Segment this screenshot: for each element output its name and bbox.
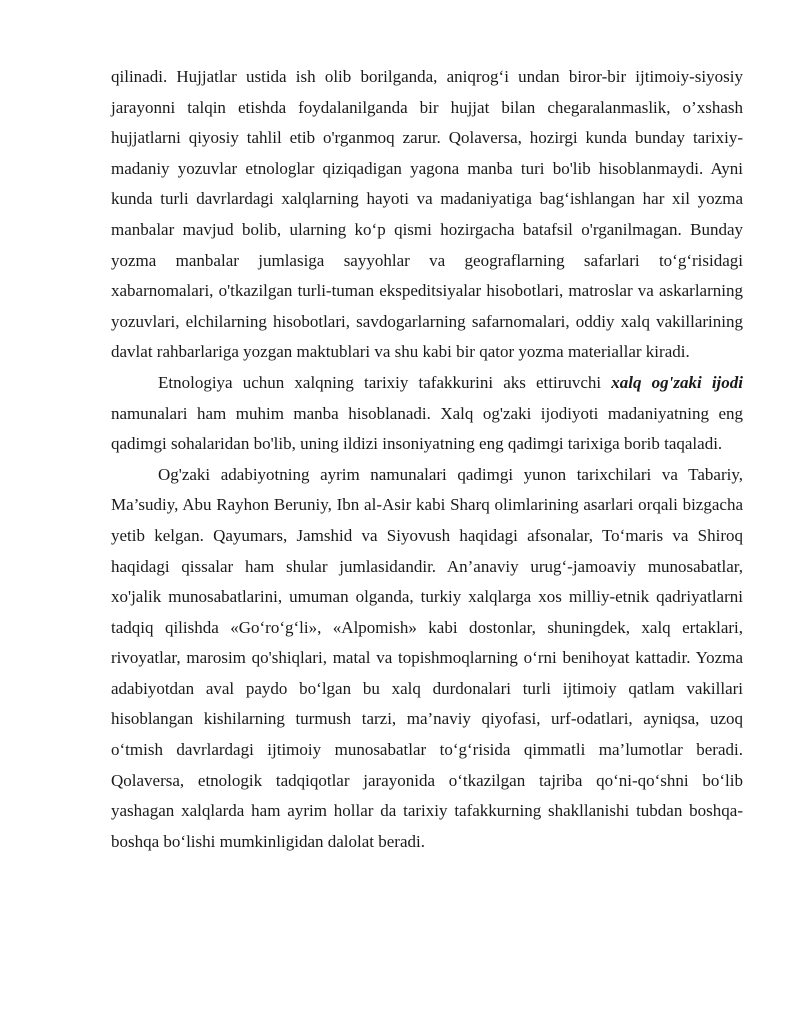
document-page bbox=[111, 62, 743, 857]
paragraph-continuation: qilinadi. Hujjatlar ustida ish olib borilganda, aniqrog‘i undan biror-bir ijtimoiy-siyosiy jarayonni talqin etishda foydalanilganda bir hujjat bilan chegaralanmaslik, o’xshash hujjatlarni qiyosiy tahlil etib o'rganmoq zarur. Qolaversa, hozirgi kunda bunday tarixiy-madaniy yozuvlar etnologlar qiziqadigan yagona manba turi bo'lib hisoblanmaydi. Ayni kunda turli davrlardagi xalqlarning hayoti va madaniyatiga bag‘ishlangan har xil yozma manbalar mavjud bolib, ularning ko‘p qismi hozirgacha batafsil o'rganilmagan. Bunday yozma manbalar jumlasiga sayyohlar va geograflarning safarlari to‘g‘risidagi xabarnomalari, o'tkazilgan turli-tuman ekspeditsiyalar hisobotlari, matroslar va askarlarning yozuvlari, elchilarning hisobotlari, savdogarlarning safarnomalari, oddiy xalq vakillarining davlat rahbarlariga yozgan maktublari va shu kabi bir qator yozma materiallar kiradi. bbox=[111, 67, 743, 362]
paragraph-text-after: namunalari ham muhim manba hisoblanadi. Xalq og'zaki ijodiyoti madaniyatning eng qadimgi sohalaridan bo'lib, uning ildizi insoniyatning eng qadimgi tarixiga borib taqaladi. bbox=[111, 403, 743, 454]
paragraph-oral-folklore bbox=[111, 368, 743, 460]
emphasized-term: xalq og'zaki ijodi bbox=[611, 372, 743, 392]
paragraph-text-before: Etnologiya uchun xalqning tarixiy tafakkurini aks ettiruvchi bbox=[158, 372, 612, 392]
paragraph-oral-literature: Og'zaki adabiyotning ayrim namunalari qadimgi yunon tarixchilari va Tabariy, Ma’sudiy, Abu Rayhon Beruniy, Ibn al-Asir kabi Sharq olimlarining asarlari orqali bizgacha yetib kelgan. Qayumars, Jamshid va Siyovush haqidagi afsonalar, To‘maris va Shiroq haqidagi qissalar ham shular jumlasidandir. An’anaviy urug‘-jamoaviy munosabatlar, xo'jalik munosabatlarini, umuman olganda, turkiy xalqlarga xos milliy-etnik qadriyatlarni tadqiq qilishda «Go‘ro‘g‘li», «Alpomish» kabi dostonlar, shuningdek, xalq ertaklari, rivoyatlar, marosim qo'shiqlari, matal va topishmoqlarning o‘rni benihoyat kattadir. Yozma adabiyotdan aval paydo bo‘lgan bu xalq durdonalari turli ijtimoiy qatlam vakillari hisoblangan kishilarning turmush tarzi, ma’naviy qiyofasi, urf-odatlari, ayniqsa, uzoq o‘tmish davrlardagi ijtimoiy munosabatlar to‘g‘risida qimmatli ma’lumotlar beradi. Qolaversa, etnologik tadqiqotlar jarayonida o‘tkazilgan tajriba qo‘ni-qo‘shni bo‘lib yashagan xalqlarda ham ayrim hollar da tarixiy tafakkurning shakllanishi tubdan boshqa-boshqa bo‘lishi mumkinligidan dalolat beradi. bbox=[111, 464, 743, 851]
